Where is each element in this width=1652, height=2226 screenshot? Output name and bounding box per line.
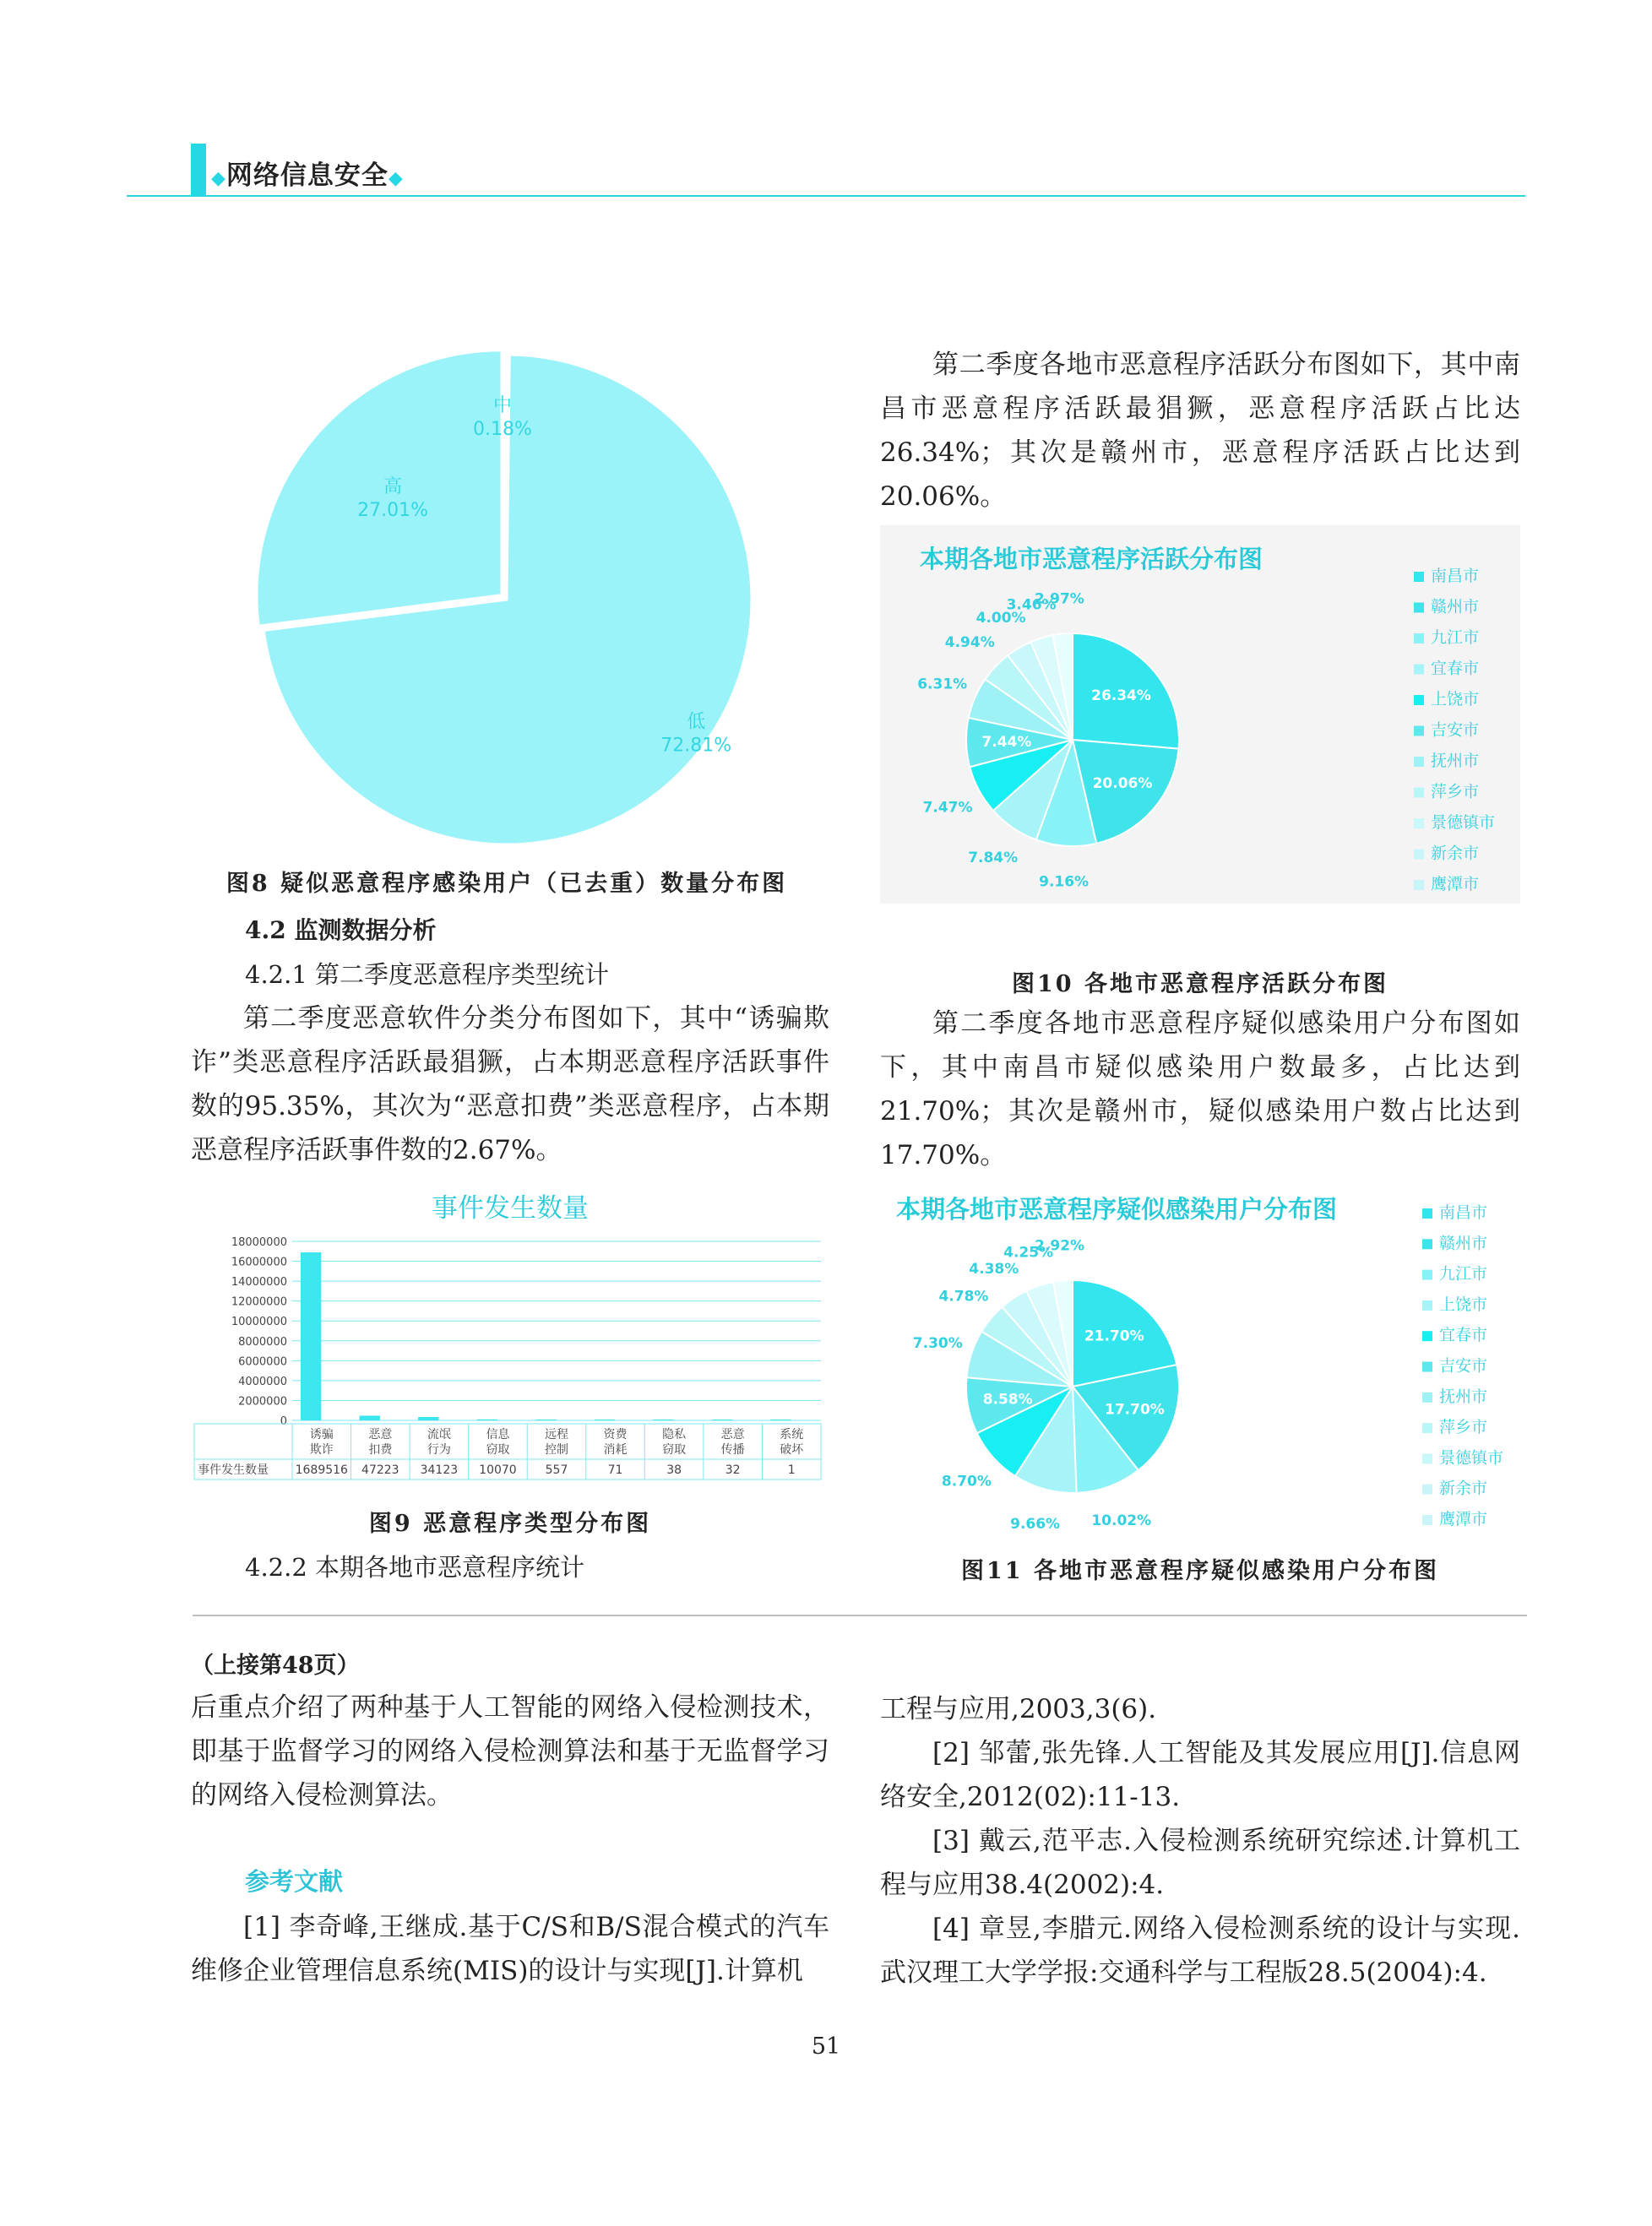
figure9-ytick-label: 16000000 [231, 1256, 287, 1269]
fig10-legend-label: 新余市 [1431, 844, 1480, 863]
references-title: 参考文献 [245, 1867, 344, 1896]
header-accent-bar [191, 144, 206, 196]
fig10-legend-label: 吉安市 [1431, 720, 1480, 740]
figure9-category-label: 欺诈 [309, 1443, 334, 1457]
fig11-legend-swatch [1422, 1239, 1432, 1249]
figure9-category-label: 扣费 [368, 1443, 393, 1457]
fig10-slice-label: 9.16% [1039, 873, 1090, 891]
figure8-pie-chart [253, 346, 777, 870]
fig11-legend-label: 景德镇市 [1439, 1448, 1504, 1468]
figure9-value-label: 34123 [420, 1463, 459, 1477]
fig10-slice-label: 3.46% [1006, 596, 1057, 614]
fig10-legend-swatch [1414, 633, 1424, 643]
fig10-legend-label: 景德镇市 [1431, 813, 1496, 832]
figure9-ytick-label: 10000000 [231, 1316, 287, 1329]
fig11-legend-swatch [1422, 1393, 1432, 1403]
figure10-pie-chart [880, 525, 1520, 904]
fig10-slice-label: 6.31% [917, 676, 968, 693]
fig11-slice-label: 17.70% [1105, 1401, 1165, 1419]
fig11-slice-label: 21.70% [1084, 1327, 1144, 1345]
figure11-chart-title: 本期各地市恶意程序疑似感染用户分布图 [895, 1195, 1337, 1224]
fig10-legend-label: 南昌市 [1431, 567, 1480, 585]
figure8-slice-label-低: 低 [687, 711, 706, 733]
section-4-2-1-heading: 4.2.1 第二季度恶意程序类型统计 [245, 960, 610, 989]
fig11-slice-label: 9.66% [1010, 1516, 1061, 1534]
reference-2-text: [2] 邹蕾,张先锋.人工智能及其发展应用[J].信息网络安全,2012(02):11-13. [880, 1738, 1520, 1812]
figure9-caption: 图9 恶意程序类型分布图 [368, 1511, 652, 1537]
fig11-legend-label: 九江市 [1439, 1264, 1488, 1284]
fig10-legend-swatch [1414, 695, 1424, 705]
fig10-legend-swatch [1414, 603, 1424, 613]
fig11-legend-swatch [1422, 1331, 1432, 1341]
fig11-slice-label: 8.70% [941, 1473, 992, 1490]
figure9-category-label: 资费 [603, 1428, 628, 1441]
fig10-legend-label: 赣州市 [1431, 597, 1480, 616]
fig10-legend-label: 萍乡市 [1431, 782, 1480, 801]
reference-1 [191, 1905, 829, 1993]
reference-3-text: [3] 戴云,范平志.入侵检测系统研究综述.计算机工程与应用38.4(2002):4. [880, 1826, 1520, 1900]
header-left-diamond-icon: ◆ [211, 168, 226, 189]
figure8-slice-label-高: 高 [383, 476, 403, 498]
figure9-category-label: 隐私 [662, 1428, 687, 1441]
figure9-value-label: 1 [787, 1463, 796, 1477]
figure9-category-label: 信息 [486, 1428, 510, 1441]
fig10-legend-label: 九江市 [1431, 628, 1480, 647]
section-separator [193, 1615, 1527, 1616]
fig11-legend-swatch [1422, 1423, 1432, 1433]
figure9-bar-流氓行为 [418, 1417, 438, 1420]
fig10-legend-label: 鹰潭市 [1431, 875, 1480, 893]
fig11-legend-label: 赣州市 [1439, 1234, 1488, 1253]
fig11-legend-label: 萍乡市 [1439, 1418, 1488, 1437]
fig10-slice-label: 7.47% [922, 799, 973, 817]
reference-4-text: [4] 章昱,李腊元.网络入侵检测系统的设计与实现.武汉理工大学学报:交通科学与工程版28.5(2004):4. [880, 1914, 1520, 1988]
paragraph-infected [880, 1002, 1520, 1177]
figure9-category-label: 破坏 [780, 1443, 804, 1457]
paragraph-types-text: 第二季度恶意软件分类分布图如下，其中“诱骗欺诈”类恶意程序活跃最猖獗，占本期恶意程序活跃事件数的95.35%，其次为“恶意扣费”类恶意程序，占本期恶意程序活跃事件数的2.67%。 [191, 1003, 829, 1165]
fig10-legend-label: 上饶市 [1431, 690, 1480, 709]
paragraph-active-text: 第二季度各地市恶意程序活跃分布图如下，其中南昌市恶意程序活跃最猖獗，恶意程序活跃占比达26.34%；其次是赣州市，恶意程序活跃占比达到20.06%。 [880, 350, 1520, 512]
figure9-ytick-label: 12000000 [231, 1295, 287, 1309]
header-rule [127, 195, 1525, 197]
paragraph-summary-text: 后重点介绍了两种基于人工智能的网络入侵检测技术，即基于监督学习的网络入侵检测算法和基于无监督学习的网络入侵检测算法。 [191, 1692, 829, 1811]
fig10-legend-swatch [1414, 880, 1424, 890]
fig11-legend-swatch [1422, 1515, 1432, 1525]
fig11-legend-label: 南昌市 [1439, 1203, 1488, 1222]
fig10-legend-swatch [1414, 757, 1424, 767]
paragraph-active [880, 343, 1520, 518]
fig11-slice-label: 10.02% [1091, 1512, 1152, 1529]
fig11-legend-label: 上饶市 [1439, 1295, 1488, 1314]
fig11-legend-label: 抚州市 [1439, 1387, 1488, 1406]
fig11-slice-label: 4.38% [969, 1261, 1019, 1279]
figure9-ytick-label: 8000000 [238, 1335, 287, 1349]
figure9-value-label: 10070 [479, 1463, 517, 1477]
continued-from-label: （上接第48页） [191, 1653, 360, 1679]
figure9-bar-诱骗欺诈 [301, 1252, 321, 1420]
fig11-slice-label: 2.92% [1035, 1237, 1085, 1255]
fig10-slice-label: 20.06% [1092, 775, 1153, 793]
fig10-slice-label: 2.97% [1034, 590, 1084, 608]
figure9-category-label: 恶意 [368, 1428, 393, 1441]
figure9-category-label: 窃取 [486, 1443, 510, 1457]
figure8-slice-高 [257, 350, 502, 627]
figure9-value-label: 1689516 [295, 1463, 348, 1477]
fig11-legend-swatch [1422, 1453, 1432, 1463]
figure9-bar-chart [191, 1224, 829, 1486]
fig11-legend-label: 新余市 [1439, 1479, 1488, 1498]
figure9-category-label: 流氓 [427, 1428, 451, 1441]
references-right-column [880, 1687, 1520, 1995]
fig11-legend-label: 吉安市 [1439, 1356, 1488, 1376]
figure9-category-label: 传播 [720, 1443, 745, 1457]
fig11-slice-label: 4.78% [938, 1288, 989, 1306]
figure10-caption: 图10 各地市恶意程序活跃分布图 [1012, 971, 1388, 997]
fig11-legend-swatch [1422, 1300, 1432, 1311]
figure8-slice-percent-中: 0.18% [473, 419, 532, 440]
figure9-ytick-label: 0 [280, 1415, 287, 1428]
figure8-slice-percent-低: 72.81% [660, 735, 732, 757]
figure9-category-label: 系统 [780, 1428, 804, 1441]
figure11-caption: 图11 各地市恶意程序疑似感染用户分布图 [961, 1558, 1439, 1584]
page-number: 51 [811, 2033, 841, 2060]
figure9-category-label: 恶意 [720, 1428, 745, 1441]
fig10-slice-label: 4.00% [975, 610, 1026, 627]
figure9-ytick-label: 18000000 [231, 1236, 287, 1249]
fig11-slice-label: 4.25% [1003, 1244, 1054, 1262]
figure9-value-label: 557 [545, 1463, 568, 1477]
fig11-slice-label: 8.58% [982, 1391, 1033, 1409]
fig10-slice-label: 4.94% [944, 634, 995, 652]
fig10-slice-label: 26.34% [1091, 687, 1151, 705]
figure9-chart-title: 事件发生数量 [432, 1193, 589, 1224]
figure9-value-label: 38 [666, 1463, 682, 1477]
fig11-legend-swatch [1422, 1270, 1432, 1280]
figure9-value-label: 47223 [361, 1463, 399, 1477]
figure9-category-label: 行为 [427, 1443, 451, 1457]
fig11-legend-swatch [1422, 1362, 1432, 1372]
fig10-legend-swatch [1414, 850, 1424, 860]
reference-1-continued: 工程与应用,2003,3(6). [880, 1694, 1157, 1724]
fig10-legend-swatch [1414, 665, 1424, 675]
figure9-value-label: 32 [725, 1463, 741, 1477]
figure9-ytick-label: 6000000 [238, 1355, 287, 1369]
figure9-value-label: 71 [607, 1463, 623, 1477]
fig10-legend-swatch [1414, 788, 1424, 798]
fig10-legend-swatch [1414, 726, 1424, 736]
fig11-legend-swatch [1422, 1485, 1432, 1495]
figure9-category-label: 窃取 [662, 1443, 687, 1457]
paragraph-types [191, 996, 829, 1172]
fig10-legend-swatch [1414, 818, 1424, 828]
figure9-category-label: 控制 [545, 1443, 568, 1457]
figure9-ytick-label: 2000000 [238, 1395, 287, 1409]
header-title-text: 网络信息安全 [226, 160, 389, 191]
paragraph-infected-text: 第二季度各地市恶意程序疑似感染用户分布图如下，其中南昌市疑似感染用户数最多，占比达到21.70%；其次是赣州市，疑似感染用户数占比达到17.70%。 [880, 1008, 1520, 1170]
section-4-2-heading: 4.2 监测数据分析 [245, 916, 437, 944]
fig10-legend-label: 抚州市 [1431, 752, 1480, 770]
figure9-category-label: 诱骗 [309, 1428, 334, 1441]
figure8-slice-percent-高: 27.01% [357, 500, 429, 522]
header-title [211, 154, 404, 192]
fig10-slice-label: 7.44% [981, 733, 1032, 751]
figure9-category-label: 消耗 [603, 1443, 628, 1457]
fig11-slice-label: 7.30% [912, 1334, 963, 1352]
fig11-legend-label: 鹰潭市 [1439, 1510, 1488, 1528]
reference-1-text: [1] 李奇峰,王继成.基于C/S和B/S混合模式的汽车维修企业管理信息系统(MIS)的设计与实现[J].计算机 [191, 1912, 829, 1986]
figure9-ytick-label: 14000000 [231, 1276, 287, 1289]
figure8-caption: 图8 疑似恶意程序感染用户（已去重）数量分布图 [226, 871, 788, 897]
fig11-legend-swatch [1422, 1208, 1432, 1219]
figure9-bar-恶意扣费 [360, 1415, 380, 1420]
paragraph-summary [191, 1686, 829, 1817]
figure9-category-label: 远程 [545, 1428, 568, 1441]
header-right-diamond-icon: ◆ [388, 168, 404, 189]
figure10-chart-title: 本期各地市恶意程序活跃分布图 [919, 545, 1263, 573]
figure9-ytick-label: 4000000 [238, 1375, 287, 1388]
figure8-slice-label-中: 中 [492, 395, 513, 416]
figure11-pie-chart [880, 1199, 1520, 1545]
fig10-legend-label: 宜春市 [1431, 659, 1480, 678]
fig10-legend-swatch [1414, 572, 1424, 582]
fig11-legend-label: 宜春市 [1439, 1326, 1488, 1345]
fig10-slice-label: 7.84% [968, 850, 1019, 867]
section-4-2-2-heading: 4.2.2 本期各地市恶意程序统计 [245, 1553, 585, 1582]
figure9-table-row-label: 事件发生数量 [198, 1463, 269, 1477]
